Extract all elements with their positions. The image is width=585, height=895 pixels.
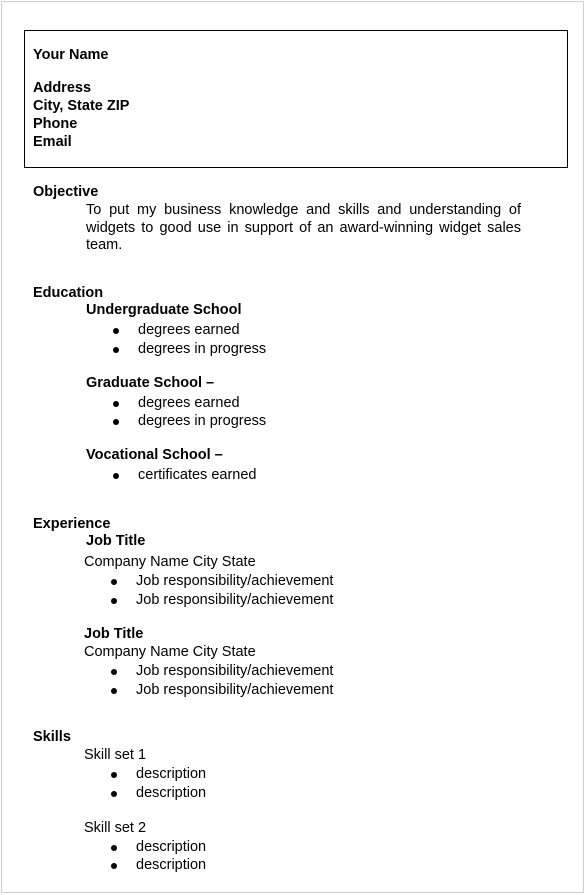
email-text: Email — [33, 134, 72, 150]
bullet-icon — [111, 845, 117, 851]
skill-item: description — [136, 839, 207, 855]
skills-heading: Skills — [33, 729, 71, 745]
bullet-icon — [113, 328, 119, 334]
skill-item: description — [136, 785, 207, 801]
skill-set-name: Skill set 1 — [84, 747, 147, 763]
job-title: Job Title — [84, 626, 144, 642]
job-item: Job responsibility/achievement — [136, 682, 334, 698]
bullet-icon — [111, 688, 117, 694]
bullet-icon — [113, 401, 119, 407]
bullet-icon — [111, 772, 117, 778]
bullet-icon — [111, 863, 117, 869]
job-company: Company Name City State — [84, 554, 256, 570]
job-item: Job responsibility/achievement — [136, 573, 334, 589]
objective-text: To put my business knowledge and skills and understanding of widgets to good use in support of an award-winning widget sales team. — [86, 202, 521, 253]
bullet-icon — [111, 791, 117, 797]
objective-heading: Objective — [33, 184, 99, 200]
skill-item: description — [136, 766, 207, 782]
city-state-zip-text: City, State ZIP — [33, 98, 130, 114]
job-company: Company Name City State — [84, 644, 256, 660]
resume-page — [1, 1, 584, 893]
skill-item: description — [136, 857, 207, 873]
address-text: Address — [33, 80, 92, 96]
job-item: Job responsibility/achievement — [136, 592, 334, 608]
school-name: Graduate School – — [86, 375, 215, 391]
skill-set-name: Skill set 2 — [84, 820, 147, 836]
experience-heading: Experience — [33, 516, 111, 532]
school-item: degrees in progress — [138, 341, 267, 357]
phone-text: Phone — [33, 116, 78, 132]
school-name: Vocational School – — [86, 447, 223, 463]
job-title: Job Title — [86, 533, 146, 549]
job-item: Job responsibility/achievement — [136, 663, 334, 679]
bullet-icon — [111, 598, 117, 604]
bullet-icon — [111, 669, 117, 675]
school-item: degrees in progress — [138, 413, 267, 429]
bullet-icon — [111, 579, 117, 585]
school-name: Undergraduate School — [86, 302, 242, 318]
bullet-icon — [113, 473, 119, 479]
bullet-icon — [113, 347, 119, 353]
school-item: certificates earned — [138, 467, 257, 483]
school-item: degrees earned — [138, 395, 240, 411]
bullet-icon — [113, 419, 119, 425]
name-text: Your Name — [33, 47, 109, 63]
school-item: degrees earned — [138, 322, 240, 338]
education-heading: Education — [33, 285, 104, 301]
